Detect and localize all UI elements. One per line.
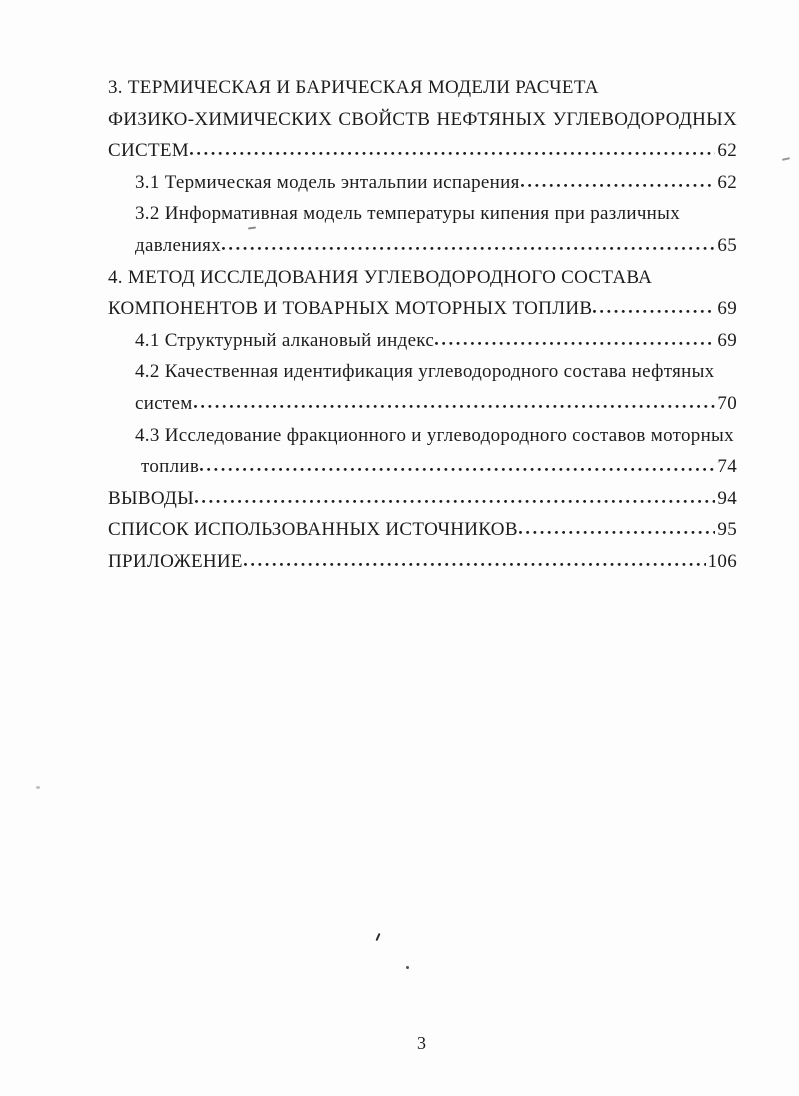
scan-speck-left	[36, 786, 40, 789]
dot-leader	[190, 151, 715, 156]
toc-entry-text: топлив	[141, 456, 200, 478]
toc-page-number: 74	[717, 456, 737, 478]
toc-line	[108, 356, 737, 388]
toc-entry-text: 4.3 Исследование фракционного и углеводородного составов моторных	[135, 424, 734, 446]
dot-leader	[593, 309, 715, 314]
toc-line	[108, 293, 737, 325]
table-of-contents	[108, 72, 737, 578]
toc-line	[108, 230, 737, 262]
toc-page-number: 69	[717, 329, 737, 351]
toc-line	[108, 483, 737, 515]
toc-entry-text: СПИСОК ИСПОЛЬЗОВАННЫХ ИСТОЧНИКОВ	[108, 519, 518, 541]
toc-line	[108, 325, 737, 357]
page-number: 3	[417, 1033, 426, 1053]
scan-speck-dot	[406, 966, 409, 969]
toc-entry-text: 4.1 Структурный алкановый индекс	[135, 329, 435, 351]
toc-entry-text: 4. МЕТОД ИССЛЕДОВАНИЯ УГЛЕВОДОРОДНОГО СОСТАВА	[108, 266, 653, 288]
toc-page-number: 94	[717, 487, 737, 509]
toc-entry-text: СИСТЕМ	[108, 140, 189, 162]
dot-leader	[519, 530, 716, 535]
scan-speck-dash	[782, 157, 790, 161]
toc-line	[108, 104, 737, 136]
toc-line	[108, 451, 737, 483]
toc-page-number: 62	[717, 140, 737, 162]
toc-line	[108, 135, 737, 167]
toc-entry-text: КОМПОНЕНТОВ И ТОВАРНЫХ МОТОРНЫХ ТОПЛИВ	[108, 298, 593, 320]
toc-entry-text: 3.1 Термическая модель энтальпии испарения	[135, 171, 520, 193]
toc-line	[108, 420, 737, 452]
dot-leader	[521, 183, 716, 188]
toc-line	[108, 198, 737, 230]
toc-line	[108, 262, 737, 294]
toc-page-number: 65	[717, 234, 737, 256]
toc-line	[108, 167, 737, 199]
toc-entry-text: 3. ТЕРМИЧЕСКАЯ И БАРИЧЕСКАЯ МОДЕЛИ РАСЧЕТА	[108, 77, 599, 98]
toc-page-number: 62	[717, 171, 737, 193]
dot-leader	[200, 467, 715, 472]
toc-page-number: 95	[717, 519, 737, 541]
dot-leader	[244, 562, 706, 567]
toc-line	[108, 388, 737, 420]
dot-leader	[194, 404, 716, 409]
dot-leader	[435, 341, 715, 346]
toc-entry-text: ПРИЛОЖЕНИЕ	[108, 550, 243, 572]
toc-entry-text: 3.2 Информативная модель температуры кипения при различных	[135, 203, 681, 225]
toc-page-number: 69	[717, 298, 737, 320]
toc-entry-text: 4.2 Качественная идентификация углеводородного состава нефтяных	[135, 361, 715, 383]
toc-line	[108, 514, 737, 546]
toc-entry-text: давлениях	[135, 234, 222, 256]
dot-leader	[195, 499, 715, 504]
toc-entry-text: систем	[135, 392, 193, 414]
toc-entry-text: ВЫВОДЫ	[108, 487, 195, 509]
dot-leader	[222, 246, 715, 251]
toc-page-number: 106	[707, 550, 737, 572]
toc-line	[108, 546, 737, 578]
toc-page-number: 70	[717, 392, 737, 414]
toc-line	[108, 72, 737, 104]
scan-speck-tick	[375, 933, 380, 941]
toc-entry-text: ФИЗИКО-ХИМИЧЕСКИХ СВОЙСТВ НЕФТЯНЫХ УГЛЕВОДОРОДНЫХ	[108, 108, 737, 130]
